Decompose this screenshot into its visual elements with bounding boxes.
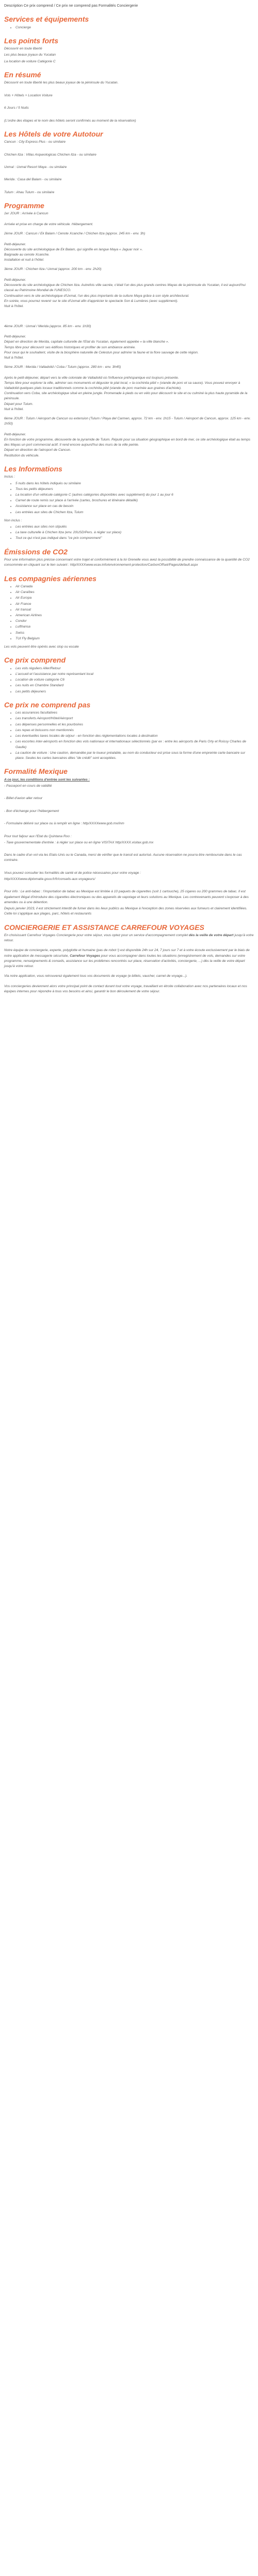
text-line: La location de voiture Catégorie C (4, 59, 56, 63)
list-item: • Les entrées aux sites non stipulés (15, 524, 254, 530)
includes-heading: Ce prix comprend (4, 656, 66, 665)
text-line (4, 112, 254, 117)
co2-heading: Émissions de CO2 (4, 547, 68, 556)
concierge-p1 (4, 933, 254, 943)
program-day-line (4, 370, 254, 375)
text-line: Les plus beaux joyaux du Yucatan (4, 53, 56, 57)
list-item: • Air France (15, 602, 254, 607)
text-line (4, 99, 254, 105)
summary-body (4, 80, 254, 124)
list-item: • Assistance sur place en cas de besoin (15, 504, 254, 509)
non-inclus-list (4, 524, 254, 541)
program-day-line: Après le petit-déjeuner, départ vers la ville coloniale de Valladolid où l'influence préhispanique est toujours présente. (4, 376, 179, 380)
concierge-p2-c: pour vous accompagner dans toutes les situations (enregistrement de vols, demandes sur votre programme, renseignements & conseils, assistance sur les problèmes rencontrés sur place, réservation d'activités, conciergerie, ...) dès la veille de votre départ jusqu'à votre retour. (4, 954, 246, 969)
program-day-line: 2ème JOUR : Cancun / Ek Balam / Cenote Xcanche / Chichen Itza (approx. 245 km - env. 3h) (4, 232, 146, 236)
program-day-line (4, 236, 254, 242)
airlines-note: Les vols peuvent être opérés avec stop ou escale (4, 645, 79, 649)
list-item: • Condor (15, 619, 254, 624)
list-item: • Air Caraïbes (15, 590, 254, 595)
info-heading: Les Informations (4, 464, 62, 473)
program-day-line: Continuation vers le site archéologique d'Uxmal, l'un des plus importants de la culture Maya grâce à son style architectural. (4, 294, 189, 298)
airlines-list (4, 584, 254, 641)
list-item: • Tout ce qui n'est pas indiqué dans "ce prix comprenment" (15, 536, 254, 541)
highlights-body (4, 46, 254, 64)
text-line: - Formulaire délivré sur place ou à remplir en ligne : http/XXXXwww.gob.mx/inm (4, 822, 124, 826)
text-line: - Passeport en cours de validité (4, 784, 52, 788)
concierge-p1-a: En choisissant Carrefour Voyages Conciergerie pour votre séjour, vous optez pour un service d'accompagnement complet (4, 933, 189, 937)
text-line (4, 790, 254, 795)
non-inclus-label: Non inclus : (4, 518, 22, 522)
services-list (4, 25, 254, 30)
concierge-p1-b: dès la veille de votre départ (189, 933, 234, 937)
program-day-line: Départ pour Tulum. (4, 402, 34, 406)
list-item: • Air Europa (15, 596, 254, 601)
text-line (4, 865, 254, 870)
text-line: - Bon d'échange pour l'hébergement (4, 809, 59, 813)
program-heading: Programme (4, 201, 44, 210)
text-line: Pour info : Le anti-tabac : l'importation de tabac au Mexique est limitée à 10 paquets de cigarettes (soit 1 cartouche), 25 cigares ou 200 grammes de tabac. Il est également illégal d'introduire des cigarettes électroniques ou des appareils de vapotage et leurs solutions au Mexique. Les contrevenants peuvent s'exposer à des amendes ou à une détention. (4, 890, 249, 904)
program-day-line: Installation et nuit à l'hôtel. (4, 258, 44, 262)
list-item: • Les repas et boissons non mentionnés (15, 728, 254, 733)
program-day (4, 313, 254, 361)
page (0, 0, 258, 1002)
text-line (4, 146, 254, 151)
text-line: Découvrir en toute liberté (4, 47, 42, 51)
list-item: • Carnet de route remis sur place à l'arrivée (cartes, brochures et itinéraire détaillé) (15, 498, 254, 503)
list-item: • Tous les petits déjeuners (15, 487, 254, 492)
program-day-line: Départ en direction de Merida, capitale culturelle de l'Etat du Yucatan, également appelée « la ville blanche ». (4, 340, 169, 344)
list-item: • TUI Fly Belgium (15, 636, 254, 641)
concierge-p2-a: Notre équipe de conciergerie, experte, polyglotte et humaine (pas de robot !) est disponible 24h sur 24, 7 jours sur 7 et à votre écoute exclusivement par le biais de notre application de messagerie sécurisée, (4, 948, 250, 958)
concierge-p1-c: jusqu'à votre retour. (4, 933, 254, 943)
program-day-line: Petit-déjeuner. (4, 278, 26, 282)
program-day (4, 416, 254, 459)
list-item: • Air transat (15, 607, 254, 613)
list-item: • La caution de voiture : Une caution, demandée par le loueur préalable, au nom du conducteur est prise sous la forme d'une empreinte carte bancaire sur place. Seules les cartes bancaires dites "de crédit" sont acceptées. (15, 751, 254, 761)
concierge-heading: CONCIERGERIE ET ASSISTANCE CARREFOUR VOYAGES (4, 923, 204, 931)
text-line: Depuis janvier 2023, il est strictement interdit de fumer dans les lieux publics au Mexique à l'exception des zones réservées aux fumeurs et clairement identifiées. Cette loi s'applique aux plages, parc, hôtels et restaurants (4, 907, 248, 916)
program-day-line: Nuit à l'hôtel. (4, 355, 24, 360)
program-day-line: Temps libre pour découvrir ses édifices historiques et profiter de son ambiance animée. (4, 345, 136, 349)
text-line (4, 184, 254, 189)
concierge-p2 (4, 948, 254, 969)
list-item: • L'accueil et l'assistance par notre représentant local (15, 672, 254, 677)
concierge-p2-b: Carrefour Voyages (70, 954, 100, 958)
list-item: • Swiss (15, 631, 254, 636)
program-day (4, 267, 254, 309)
excludes-heading: Ce prix ne comprend pas (4, 700, 91, 709)
text-line (4, 171, 254, 176)
program-day-line (4, 217, 254, 222)
text-line: 6 Jours / 5 Nuits (4, 106, 29, 110)
program-day-line: 5ème JOUR : Merida / Valladolid / Coba / Tulum (approx. 280 km - env. 3h45) (4, 365, 121, 369)
text-line: Uxmal : Uxmal Resort Maya - ou similaire (4, 165, 67, 169)
program-day-line: Découverte du site archéologique de Chichen Itza. Autrefois ville sacrée, c'était l'un des plus grands centres Mayas de la péninsule du Yucatan, il est aujourd'hui classé au Patrimoine Mondial de l'UNESCO. (4, 283, 246, 293)
text-line: Tulum : Ahau Tulum - ou similaire (4, 190, 55, 194)
list-item: • Les transferts Aéroport/Hôtel/Aéroport (15, 716, 254, 721)
list-item: • La taxe culturelle à Chichen Itza (env. 20USD/Pers. à régler sur place) (15, 530, 254, 535)
text-line: Vols + Hôtels + Location Voiture (4, 93, 53, 97)
airlines-heading: Les compagnies aériennes (4, 574, 96, 583)
text-line: - Taxe gouvernementale d'entrée : à régler sur place ou en ligne VISITAX http/XXXX.visitax.gob.mx (4, 840, 154, 844)
inclus-label: Inclus : (4, 475, 15, 479)
list-item: • Lufthansa (15, 624, 254, 630)
text-line: Cancun : City Express Plus - ou similaire (4, 140, 66, 144)
text-line (4, 802, 254, 807)
program-day-line: Petit-déjeuner. (4, 242, 26, 246)
list-item: • La location d'un véhicule catégorie C (autres catégories disponibles avec supplément) du jour 1 au jour 6 (15, 493, 254, 498)
services-heading: Services et équipements (4, 15, 89, 24)
list-item: • Location de voiture catégorie C6 (15, 677, 254, 683)
program-day-line: 3ème JOUR : Chichen Itza / Uxmal (approx. 200 km - env. 2h20) (4, 267, 102, 272)
text-line: Merida : Casa del Balam - ou similaire (4, 178, 62, 182)
concierge-p4: Vos conciergeries deviennent alors votre principal point de contact durant tout votre voyage, travaillant en étroite collaboration avec nos partenaires locaux et nos équipes internes pour répondre à tous vos besoins et ainsi, garantir le bon déroulement de votre séjour. (4, 984, 247, 993)
list-item: • 5 nuits dans les hôtels indiqués ou similaire (15, 481, 254, 486)
hotels-heading: Les Hôtels de votre Autotour (4, 129, 103, 138)
list-item: • Les éventuelles taxes locales de séjour - en fonction des réglementations locales à destination (15, 734, 254, 739)
program-days (4, 211, 254, 458)
hotels-body (4, 140, 254, 195)
list-item: • Les entrées aux sites de Chichen Itza, Tulum (15, 510, 254, 515)
program-day-line: Départ en direction de l'aéroport de Cancun. (4, 448, 71, 452)
list-item: • American Airlines (15, 613, 254, 618)
program-day-line: Petit-déjeuner. (4, 335, 26, 339)
text-line (4, 827, 254, 833)
program-day (4, 211, 254, 227)
text-line: Chichen Itza : Villas Arqueologicas Chichen Itza - ou similaire (4, 152, 96, 157)
text-line: Pour tout faljour aux l'Etat du Quintana Roo : (4, 834, 72, 838)
text-line: (L'ordre des étapes et le nom des hôtels seront confirmés au moment de la réservation) (4, 118, 136, 123)
program-day-line: Découverte du site archéologique de Ek Balam, qui signifie en langue Maya « Jaguar noir ». (4, 247, 143, 251)
program-day-line: Petit-déjeuner. (4, 432, 26, 436)
list-item: • Les nuits en Chambre Standard (15, 683, 254, 688)
inclus-list (4, 481, 254, 515)
text-line (4, 883, 254, 888)
list-item: • Les dépenses personnelles et les pourboires (15, 722, 254, 727)
program-day-line: En soirée, vous pourrez revenir sur le site d'Uxmal afin d'apprécier le spectacle Son & Lumières (avec supplément). (4, 299, 179, 303)
program-day-line: Nuit à l'hôtel. (4, 304, 24, 308)
formalities-subheading: A ce jour, les conditions d'entrée sont les suivantes : (4, 777, 90, 782)
text-line: Dans le cadre d'un vol via les Etats-Unis ou le Canada, merci de vérifier que le transit est autorisé. Aucune réservation ne pourra être remboursée dans le cas contraire. (4, 853, 242, 862)
formalities-body (4, 784, 254, 917)
program-day-line (4, 313, 254, 318)
program-day-line: 4ème JOUR : Uxmal / Merida (approx. 85 km - env. 1h30) (4, 324, 91, 328)
program-day (4, 365, 254, 412)
text-line: Découvrir en toute liberté les plus beaux joyaux de la péninsule du Yucatan. (4, 81, 119, 85)
program-day-line: Baignade au cenote Xcanche. (4, 253, 50, 257)
list-item: • Les petits déjeuners (15, 689, 254, 694)
includes-list (4, 666, 254, 694)
program-day-line: Continuation vers Coba, site archéologique situé en pleine jungle. Promenade à pieds ou en vélo pour découvrir le site et ou culminé la plus haute pyramide de la péninsule. (4, 392, 248, 401)
program-day-line: Arrivée et prise en charge de votre véhicule. Hébergement. (4, 222, 93, 226)
program-day-line (4, 318, 254, 324)
list-item: • Les assurances facultatives (15, 710, 254, 716)
services-item: • Concierge (15, 25, 254, 30)
program-day-line: 6ème JOUR : Tulum / Aéroport de Cancun ou extension (Tulum / Playa del Carmen, approx. 72 km - env. 1h15 - Tulum / Aéroport de Cancun, approx. 125 km - env. 1h50) (4, 417, 251, 426)
program-day-line (4, 329, 254, 334)
text-line: Vous pouvez consulter les formalités de santé et de police nécessaires pour votre voyage : (4, 871, 141, 875)
list-item: • Air Canada (15, 584, 254, 589)
concierge-p3: Via notre application, vous retrouverez également tous vos documents de voyage (e-billets, vaucher, carnet de voyage...). (4, 974, 188, 978)
text-line (4, 846, 254, 852)
program-day-line: 1er JOUR : Arrivée à Cancun (4, 212, 49, 216)
program-day-line: Nuit à l'hôtel. (4, 407, 24, 411)
program-day-line (4, 427, 254, 432)
program-day-line: En fonction de votre programme, découverte de la pyramide de Tulum. Réputé pour sa situation géographique en bord de mer, ce site archéologique était au temps des Mayas un port commercial actif. Il rend encore aujourd'hui des murs de la ville peinte. (4, 438, 251, 447)
program-day-line (4, 273, 254, 278)
excludes-list (4, 710, 254, 761)
summary-heading: En résumé (4, 70, 41, 79)
formalities-heading: Formalité Mexique (4, 767, 68, 776)
intro-nav-text: Description Ce prix comprend / Ce prix ne comprend pas Formalités Conciergerie (4, 3, 138, 8)
highlights-heading: Les points forts (4, 36, 59, 45)
list-item: • Les escortes inter-aéroports en fonction des vols nationaux et internationaux sélectionnés (par ex : entre les aéroports de Paris Orly et Roissy Charles de Gaulle) (15, 739, 254, 750)
text-line: http/XXXXwww.diplomatie.gouv.fr/fr/conseils-aux-voyageurs/ (4, 877, 95, 882)
program-day-line: Temps libre pour explorer la ville, admirer ses monuments et déguster le plat local, « la cochinita pibil » (viande de porc et sa sauce). Vous pouvez envoyer à Valladolid quelques plats locaux traditionnels comme la cochinita pibil (viande de porc marinée aux graines d'achiote). (4, 381, 240, 391)
co2-text: Pour une information plus précise concernant votre trajet et conformément à la loi Grenelle vous avez la possibilité de prendre connaissance de la quantité de CO2 consommée en cliquant sur le lien suivant : http/XXXXwww.ecav.info/environnement-protection/CarbonOffset/Pages/default.aspx (4, 558, 250, 567)
program-day (4, 231, 254, 263)
text-line (4, 815, 254, 820)
text-line (4, 159, 254, 164)
list-item: • Les vols réguliers Aller/Retour (15, 666, 254, 671)
text-line (4, 87, 254, 92)
text-line: - Billet d'avion aller retour (4, 796, 43, 801)
program-day-line: Pour ceux qui le souhaitent, visite de la biosphère naturelle de Celestun pour admirer la faune et la flore sauvage de cette région. (4, 350, 199, 354)
program-day-line: Restitution du véhicule. (4, 453, 40, 457)
